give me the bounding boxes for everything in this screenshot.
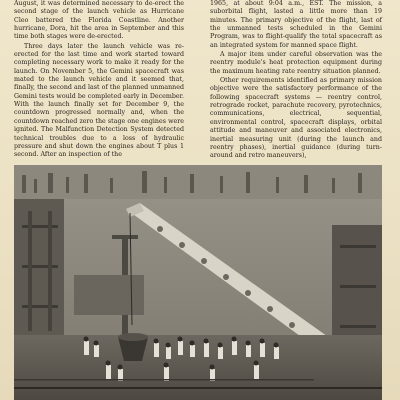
left-paragraph-1: August, it was determined necessary to de-erect the second stage of the launch vehicle as Hurricane Cleo battered the Florida Coastline. Another hurricane, Dora, hit the area in September and this time both stages were de-erected. [14,0,184,41]
right-paragraph-3: Other requirements identified as primary mission objective were the satisfactory performance of the following spacecraft systems — reentry control, retrograde rocket, parachute recovery, pyrotechnics, communications, electrical, sequential, environmental control, spacecraft displays, orbital attitude and maneuver and associated electronics, inertial measuring unit (during the launch and reentry phases), inertial guidance (during turn-around and retro maneuvers), [210,77,382,160]
right-paragraph-1: 1965, at about 9:04 a.m., EST. The mission, a suborbital flight, lasted a little more than 19 minutes. The primary objective of the flight, last of the unmanned tests scheduled in the Gemini Program, was to flight-qualify the total spacecraft as an integrated system for manned space flight. [210,0,382,49]
left-paragraph-2: Three days later the launch vehicle was re-erected for the last time and work started toward completing necessary work to make it ready for the launch. On November 5, the Gemini spacecraft was mated to the launch vehicle and it seemed that, finally, the second and last of the planned unmanned Gemini tests would be completed early in December. With the launch finally set for December 9, the countdown progressed normally and, when the countdown reached zero the stage one engines were ignited. The Malfunction Detection System detected technical troubles due to a loss of hydraulic pressure and shut down the engines about T plus 1 second. After an inspection of the [14,42,184,159]
right-paragraph-2: A major item under careful observation was the reentry module's heat protection equipment during the maximum heating rate reentry situation planned. [210,51,382,75]
photograph-recovery-crane [14,165,382,400]
left-text-column [14,0,184,160]
right-text-column [210,0,382,161]
